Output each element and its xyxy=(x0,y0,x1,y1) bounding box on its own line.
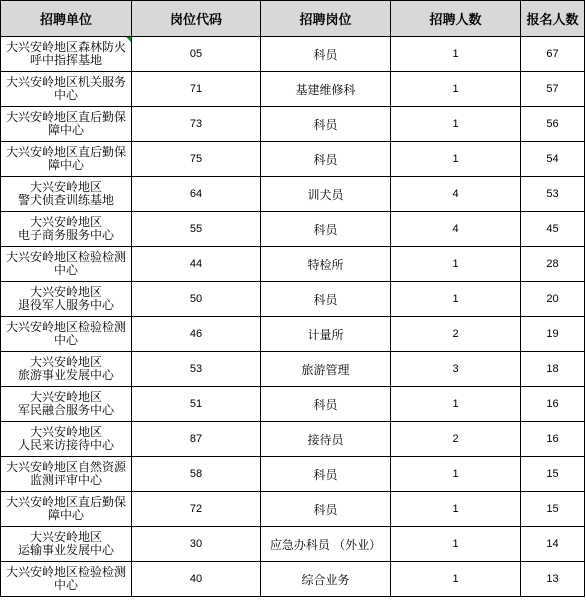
cell-applicants[interactable]: 56 xyxy=(521,107,585,142)
cell-post[interactable]: 科员 xyxy=(261,142,391,177)
cell-applicants[interactable]: 18 xyxy=(521,352,585,387)
cell-post[interactable]: 训犬员 xyxy=(261,177,391,212)
table-row xyxy=(1,72,585,107)
table-row xyxy=(1,247,585,282)
cell-post[interactable]: 科员 xyxy=(261,37,391,72)
cell-unit[interactable]: 大兴安岭地区 人民来访接待中心 xyxy=(1,422,132,457)
cell-code[interactable]: 73 xyxy=(132,107,261,142)
cell-code[interactable]: 58 xyxy=(132,457,261,492)
cell-unit[interactable]: 大兴安岭地区 警犬侦查训练基地 xyxy=(1,177,132,212)
cell-post[interactable]: 科员 xyxy=(261,282,391,317)
cell-count[interactable]: 1 xyxy=(391,247,521,282)
table-row xyxy=(1,212,585,247)
table-row xyxy=(1,352,585,387)
cell-count[interactable]: 1 xyxy=(391,142,521,177)
cell-count[interactable]: 1 xyxy=(391,72,521,107)
cell-unit[interactable]: 大兴安岭地区自然资源监测评审中心 xyxy=(1,457,132,492)
cell-code[interactable]: 71 xyxy=(132,72,261,107)
header-post[interactable]: 招聘岗位 xyxy=(261,1,391,37)
cell-code[interactable]: 53 xyxy=(132,352,261,387)
cell-count[interactable]: 1 xyxy=(391,562,521,597)
cell-applicants[interactable]: 54 xyxy=(521,142,585,177)
table-row xyxy=(1,282,585,317)
cell-code[interactable]: 51 xyxy=(132,387,261,422)
cell-count[interactable]: 1 xyxy=(391,457,521,492)
cell-code[interactable]: 46 xyxy=(132,317,261,352)
cell-post[interactable]: 科员 xyxy=(261,492,391,527)
cell-unit[interactable]: 大兴安岭地区机关服务中心 xyxy=(1,72,132,107)
cell-code[interactable]: 64 xyxy=(132,177,261,212)
cell-applicants[interactable]: 19 xyxy=(521,317,585,352)
cell-count[interactable]: 4 xyxy=(391,212,521,247)
cell-unit[interactable]: 大兴安岭地区 旅游事业发展中心 xyxy=(1,352,132,387)
cell-unit[interactable]: 大兴安岭地区 电子商务服务中心 xyxy=(1,212,132,247)
cell-post[interactable]: 科员 xyxy=(261,107,391,142)
cell-post[interactable]: 科员 xyxy=(261,387,391,422)
cell-unit[interactable]: 大兴安岭地区 退役军人服务中心 xyxy=(1,282,132,317)
cell-code[interactable]: 55 xyxy=(132,212,261,247)
cell-post[interactable]: 计量所 xyxy=(261,317,391,352)
table-row xyxy=(1,107,585,142)
header-code[interactable]: 岗位代码 xyxy=(132,1,261,37)
table-row xyxy=(1,457,585,492)
cell-post[interactable]: 接待员 xyxy=(261,422,391,457)
cell-count[interactable]: 1 xyxy=(391,37,521,72)
cell-count[interactable]: 1 xyxy=(391,527,521,562)
cell-applicants[interactable]: 13 xyxy=(521,562,585,597)
cell-unit[interactable]: 大兴安岭地区直后勤保障中心 xyxy=(1,107,132,142)
cell-code[interactable]: 75 xyxy=(132,142,261,177)
header-row xyxy=(1,1,585,37)
comment-marker-icon xyxy=(126,37,131,42)
cell-post[interactable]: 基建维修科 xyxy=(261,72,391,107)
cell-applicants[interactable]: 16 xyxy=(521,387,585,422)
cell-applicants[interactable]: 15 xyxy=(521,492,585,527)
cell-post[interactable]: 综合业务 xyxy=(261,562,391,597)
table-row xyxy=(1,562,585,597)
cell-applicants[interactable]: 28 xyxy=(521,247,585,282)
cell-count[interactable]: 1 xyxy=(391,492,521,527)
cell-count[interactable]: 2 xyxy=(391,422,521,457)
cell-applicants[interactable]: 14 xyxy=(521,527,585,562)
cell-applicants[interactable]: 45 xyxy=(521,212,585,247)
cell-code[interactable]: 05 xyxy=(132,37,261,72)
cell-code[interactable]: 87 xyxy=(132,422,261,457)
table-row xyxy=(1,142,585,177)
table-row xyxy=(1,422,585,457)
cell-post[interactable]: 科员 xyxy=(261,212,391,247)
table-row xyxy=(1,317,585,352)
cell-count[interactable]: 3 xyxy=(391,352,521,387)
cell-post[interactable]: 旅游管理 xyxy=(261,352,391,387)
table-body xyxy=(1,37,585,597)
cell-count[interactable]: 1 xyxy=(391,387,521,422)
cell-unit[interactable]: 大兴安岭地区 运输事业发展中心 xyxy=(1,527,132,562)
header-count[interactable]: 招聘人数 xyxy=(391,1,521,37)
cell-applicants[interactable]: 57 xyxy=(521,72,585,107)
header-applicants[interactable]: 报名人数 xyxy=(521,1,585,37)
cell-code[interactable]: 50 xyxy=(132,282,261,317)
cell-count[interactable]: 1 xyxy=(391,107,521,142)
cell-post[interactable]: 科员 xyxy=(261,457,391,492)
cell-applicants[interactable]: 67 xyxy=(521,37,585,72)
cell-unit[interactable]: 大兴安岭地区直后勤保障中心 xyxy=(1,492,132,527)
cell-applicants[interactable]: 15 xyxy=(521,457,585,492)
cell-unit[interactable]: 大兴安岭地区检验检测中心 xyxy=(1,317,132,352)
cell-unit[interactable]: 大兴安岭地区检验检测中心 xyxy=(1,562,132,597)
cell-applicants[interactable]: 20 xyxy=(521,282,585,317)
table-row xyxy=(1,177,585,212)
cell-code[interactable]: 44 xyxy=(132,247,261,282)
cell-unit[interactable]: 大兴安岭地区检验检测中心 xyxy=(1,247,132,282)
cell-applicants[interactable]: 16 xyxy=(521,422,585,457)
table-row xyxy=(1,37,585,72)
header-unit[interactable]: 招聘单位 xyxy=(1,1,132,37)
cell-post[interactable]: 应急办科员 （外业） xyxy=(261,527,391,562)
cell-applicants[interactable]: 53 xyxy=(521,177,585,212)
cell-code[interactable]: 30 xyxy=(132,527,261,562)
cell-count[interactable]: 4 xyxy=(391,177,521,212)
cell-count[interactable]: 2 xyxy=(391,317,521,352)
table-row xyxy=(1,527,585,562)
table-row xyxy=(1,492,585,527)
table-row xyxy=(1,387,585,422)
cell-unit[interactable]: 大兴安岭地区 军民融合服务中心 xyxy=(1,387,132,422)
cell-unit[interactable]: 大兴安岭地区直后勤保障中心 xyxy=(1,142,132,177)
cell-code[interactable]: 40 xyxy=(132,562,261,597)
cell-count[interactable]: 1 xyxy=(391,282,521,317)
cell-post[interactable]: 特检所 xyxy=(261,247,391,282)
cell-unit[interactable]: 大兴安岭地区森林防火呼中指挥基地 xyxy=(1,37,132,72)
cell-code[interactable]: 72 xyxy=(132,492,261,527)
